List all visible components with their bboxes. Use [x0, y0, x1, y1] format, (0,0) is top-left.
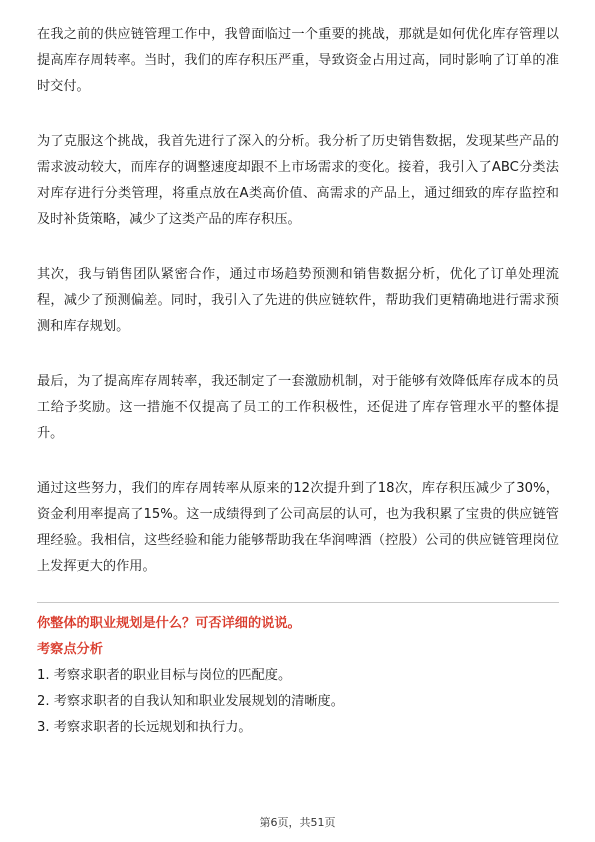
analysis-title: 考察点分析	[37, 642, 103, 657]
answer-paragraph-2: 为了克服这个挑战，我首先进行了深入的分析。我分析了历史销售数据，发现某些产品的需求波动较大，而库存的调整速度却跟不上市场需求的变化。接着，我引入了ABC分类法对库存进行分类管理，将重点放在A类高价值、高需求的产品上，通过细致的库存监控和及时补货策略，减少了这类产品的库存积压。	[37, 134, 559, 227]
answer-paragraph-3: 其次，我与销售团队紧密合作，通过市场趋势预测和销售数据分析，优化了订单处理流程，减少了预测偏差。同时，我引入了先进的供应链软件，帮助我们更精确地进行需求预测和库存规划。	[37, 267, 559, 334]
list-item: 3. 考察求职者的长远规划和执行力。	[37, 720, 252, 735]
analysis-list	[37, 663, 559, 741]
answer-paragraph-5: 通过这些努力，我们的库存周转率从原来的12次提升到了18次，库存积压减少了30%，资金利用率提高了15%。这一成绩得到了公司高层的认可，也为我积累了宝贵的供应链管理经验。我相信，这些经验和能力能够帮助我在华润啤酒（控股）公司的供应链管理岗位上发挥更大的作用。	[37, 481, 559, 574]
answer-paragraph-1: 在我之前的供应链管理工作中，我曾面临过一个重要的挑战，那就是如何优化库存管理以提高库存周转率。当时，我们的库存积压严重，导致资金占用过高，同时影响了订单的准时交付。	[37, 27, 559, 94]
list-item: 1. 考察求职者的职业目标与岗位的匹配度。	[37, 668, 292, 683]
document-page	[37, 22, 559, 741]
list-item: 2. 考察求职者的自我认知和职业发展规划的清晰度。	[37, 694, 344, 709]
question-heading: 你整体的职业规划是什么？可否详细的说说。	[37, 616, 301, 631]
page-number: 第6页，共51页	[259, 816, 336, 829]
section-divider	[37, 602, 559, 603]
answer-paragraph-4: 最后，为了提高库存周转率，我还制定了一套激励机制，对于能够有效降低库存成本的员工给予奖励。这一措施不仅提高了员工的工作积极性，还促进了库存管理水平的整体提升。	[37, 374, 559, 441]
